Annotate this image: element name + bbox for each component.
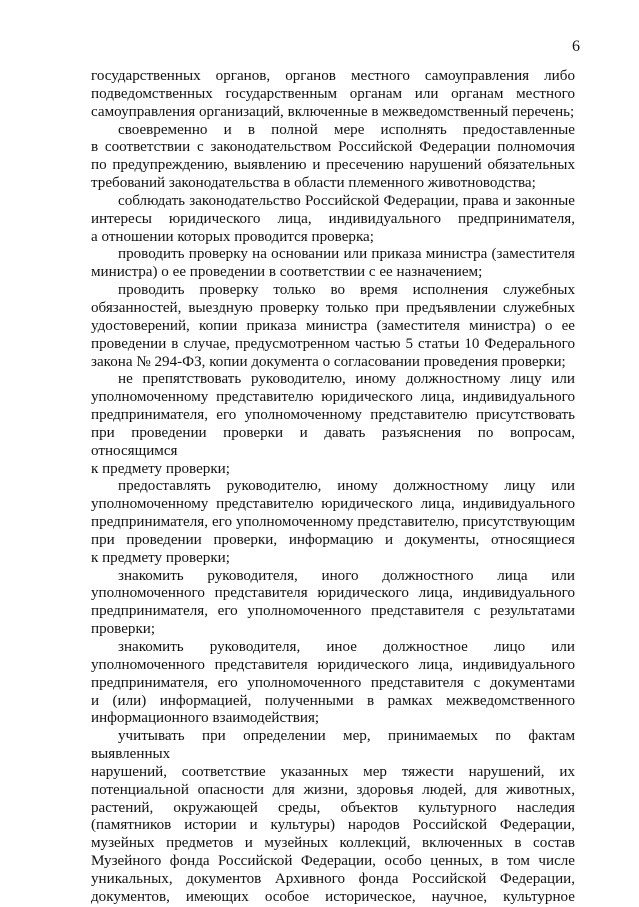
text-line: уполномоченного представителя юридического лица, индивидуального (91, 656, 575, 673)
text-line: министра) о ее проведении в соответствии с ее назначением; (91, 264, 483, 281)
text-line: по предупреждению, выявлению и пресечению нарушений обязательных (91, 157, 575, 174)
text-line: предпринимателя, его уполномоченному представителю, присутствующим (91, 514, 575, 531)
text-line: в соответствии с законодательством Российской Федерации полномочия (91, 139, 575, 156)
paragraph (91, 639, 575, 728)
text-line: при проведении проверки, информацию и документы, относящиеся (91, 531, 575, 548)
text-line: документов, имеющих особое историческое, научное, культурное (91, 888, 575, 905)
text-line: музейных предметов и музейных коллекций, включенных в состав (91, 835, 575, 852)
text-line: предоставлять руководителю, иному должностному лицу или (118, 478, 575, 495)
paragraph (91, 371, 575, 478)
text-line: Музейного фонда Российской Федерации, особо ценных, в том числе (91, 853, 575, 870)
text-line: не препятствовать руководителю, иному должностному лицу или (118, 371, 575, 388)
text-line: уполномоченному представителю юридического лица, индивидуального (91, 389, 575, 406)
paragraph (91, 728, 575, 906)
text-line: предпринимателя, его уполномоченному представителю присутствовать (91, 407, 575, 424)
paragraph (91, 246, 575, 282)
paragraph (91, 478, 575, 567)
text-line: нарушений, соответствие указанных мер тяжести нарушений, их (91, 763, 575, 780)
text-line: уникальных, документов Архивного фонда Российской Федерации, (91, 870, 575, 887)
text-line: предпринимателя, его уполномоченного представителя с документами (91, 674, 575, 691)
text-line: проверки; (91, 621, 156, 638)
text-line: учитывать при определении мер, принимаемых по фактам выявленных (91, 728, 575, 763)
text-line: государственных органов, органов местного самоуправления либо (91, 68, 575, 84)
text-line: знакомить руководителя, иное должностное лицо или (118, 639, 575, 655)
document-body (91, 68, 575, 907)
text-line: интересы юридического лица, индивидуального предпринимателя, (91, 210, 575, 227)
text-line: (памятников истории и культуры) народов Российской Федерации, (91, 817, 575, 834)
text-line: к предмету проверки; (91, 460, 230, 477)
text-line: подведомственных государственным органам или органам местного (91, 85, 575, 102)
text-line: к предмету проверки; (91, 549, 230, 566)
text-line: проводить проверку на основании или приказа министра (заместителя (118, 246, 575, 263)
paragraph (91, 282, 575, 371)
text-line: а отношении которых проводится проверка; (91, 228, 374, 245)
text-line: обязанностей, выездную проверку только при предъявлении служебных (91, 299, 575, 316)
text-line: уполномоченному представителю юридического лица, индивидуального (91, 496, 575, 513)
text-line: и (или) информацией, полученными в рамках межведомственного (91, 692, 575, 709)
paragraph (91, 68, 575, 122)
text-line: требований законодательства в области племенного животноводства; (91, 175, 536, 192)
text-line: удостоверений, копии приказа министра (заместителя министра) о ее (91, 317, 575, 334)
text-line: самоуправления организаций, включенные в межведомственный перечень; (91, 103, 575, 120)
page-number: 6 (572, 38, 580, 55)
text-line: закона № 294-ФЗ, копии документа о согласовании проведения проверки; (91, 353, 566, 370)
text-line: своевременно и в полной мере исполнять предоставленные (118, 121, 575, 138)
paragraph (91, 568, 575, 639)
text-line: информационного взаимодействия; (91, 710, 320, 727)
paragraph (91, 122, 575, 193)
text-line: растений, окружающей среды, объектов культурного наследия (91, 799, 575, 816)
text-line: при проведении проверки и давать разъяснения по вопросам, относящимся (91, 424, 575, 459)
text-line: знакомить руководителя, иного должностного лица или (118, 567, 575, 584)
text-line: потенциальной опасности для жизни, здоровья людей, для животных, (91, 781, 575, 798)
text-line: проводить проверку только во время исполнения служебных (118, 282, 575, 299)
text-line: предпринимателя, его уполномоченного представителя с результатами (91, 603, 575, 620)
text-line: соблюдать законодательство Российской Федерации, права и законные (118, 192, 575, 209)
text-line: проведении в случае, предусмотренном частью 5 статьи 10 Федерального (91, 335, 575, 352)
text-line: уполномоченного представителя юридического лица, индивидуального (91, 585, 575, 602)
paragraph (91, 193, 575, 247)
